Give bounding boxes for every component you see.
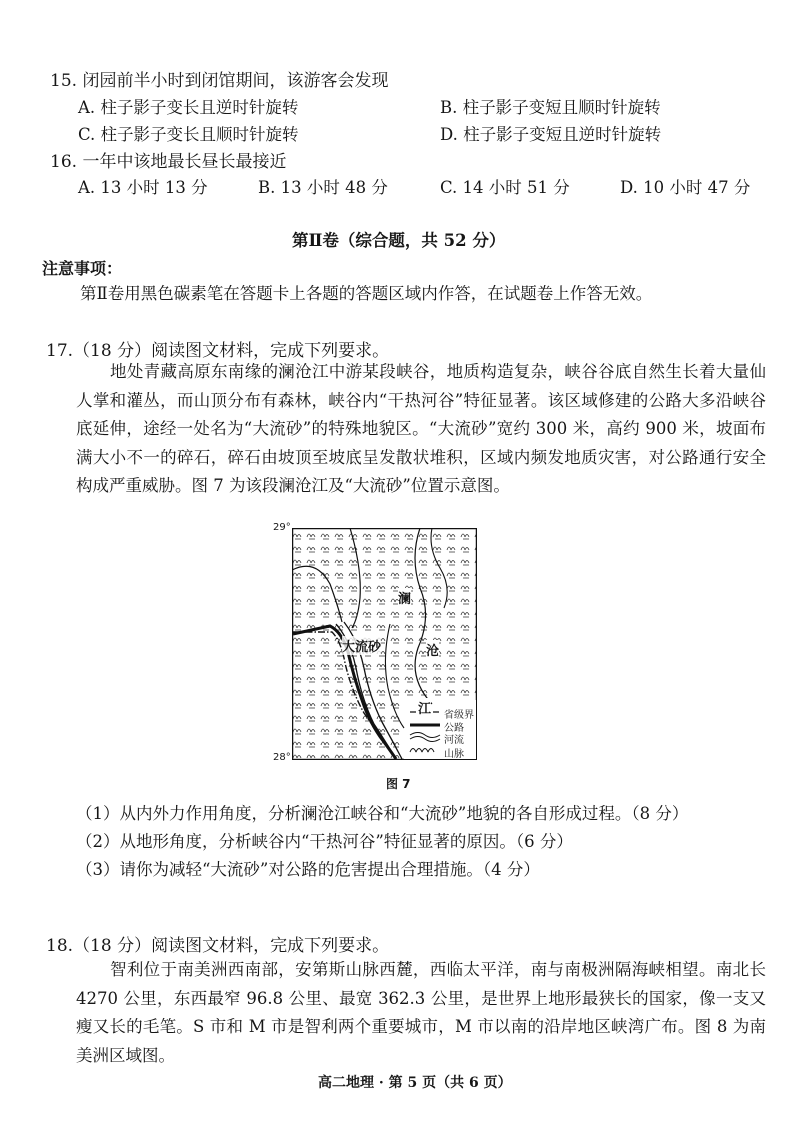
lat-28-label: 28° xyxy=(273,752,291,763)
notice-text: 第Ⅱ卷用黑色碳素笔在答题卡上各题的答题区域内作答，在试题卷上作答无效。 xyxy=(80,284,653,303)
q16-option-c[interactable]: C. 14 小时 51 分 xyxy=(440,178,570,197)
q15-option-d[interactable]: D. 柱子影子变短且逆时针旋转 xyxy=(440,125,662,144)
q16-option-d[interactable]: D. 10 小时 47 分 xyxy=(620,178,751,197)
lat-29-label: 29° xyxy=(273,522,291,533)
label-river-jiang: 江 xyxy=(418,698,431,717)
q15-stem: 15. 闭园前半小时到闭馆期间，该游客会发现 xyxy=(50,71,389,91)
q15-option-a[interactable]: A. 柱子影子变长且逆时针旋转 xyxy=(78,98,299,117)
notice-title: 注意事项： xyxy=(42,259,123,278)
label-river-cang: 沧 xyxy=(426,640,439,659)
q16-option-b[interactable]: B. 13 小时 48 分 xyxy=(258,178,388,197)
section-title: 第Ⅱ卷（综合题，共 52 分） xyxy=(292,231,506,250)
q16-option-a[interactable]: A. 13 小时 13 分 xyxy=(78,178,208,197)
q15-option-b[interactable]: B. 柱子影子变短且顺时针旋转 xyxy=(440,98,661,117)
q17-sub-1: （1）从内外力作用角度，分析澜沧江峡谷和“大流砂”地貌的各自形成过程。（8 分） xyxy=(76,804,689,823)
q17-sub-2: （2）从地形角度，分析峡谷内“干热河谷”特征显著的原因。（6 分） xyxy=(76,832,573,851)
q17-stem: 17.（18 分）阅读图文材料，完成下列要求。 xyxy=(46,341,390,361)
q17-material: 地处青藏高原东南缘的澜沧江中游某段峡谷，地质构造复杂，峡谷谷底自然生长着大量仙人掌和灌丛，而山顶分布有森林，峡谷内“干热河谷”特征显著。该区域修建的公路大多沿峡谷底延伸，途经一处名为“大流砂”的特殊地貌区。“大流砂”宽约 300 米，高约 900 米，坡面布满大小不一的碎石，碎石由坡顶至坡底呈发散状堆积，区域内频发地质灾害，对公路通行安全构成严重威胁。图 7 为该段澜沧江及“大流砂”位置示意图。 xyxy=(76,362,766,495)
q15-option-c[interactable]: C. 柱子影子变长且顺时针旋转 xyxy=(78,125,299,144)
legend-label-boundary: 省级界 xyxy=(444,710,474,721)
legend-label-mountain: 山脉 xyxy=(444,749,464,760)
label-daliusha: 大流砂 xyxy=(342,636,381,655)
label-river-lan: 澜 xyxy=(398,588,411,607)
q17-sub-3: （3）请你为减轻“大流砂”对公路的危害提出合理措施。（4 分） xyxy=(76,860,540,879)
figure-7-map xyxy=(292,528,477,760)
page-footer: 高二地理 · 第 5 页（共 6 页） xyxy=(318,1075,512,1091)
q16-stem: 16. 一年中该地最长昼长最接近 xyxy=(50,152,287,172)
figure-7-caption: 图 7 xyxy=(386,777,411,791)
legend-label-road: 公路 xyxy=(444,723,464,734)
q18-material: 智利位于南美洲西南部，安第斯山脉西麓，西临太平洋，南与南极洲隔海峡相望。南北长 4270 公里，东西最窄 96.8 公里、最宽 362.3 公里，是世界上地形最狭长的国家，像一支又瘦又长的毛笔。S 市和 M 市是智利两个重要城市，M 市以南的沿岸地区峡湾广布。图 8 为南美洲区域图。 xyxy=(76,960,766,1065)
legend-label-river: 河流 xyxy=(444,735,464,746)
q18-stem: 18.（18 分）阅读图文材料，完成下列要求。 xyxy=(46,936,390,956)
